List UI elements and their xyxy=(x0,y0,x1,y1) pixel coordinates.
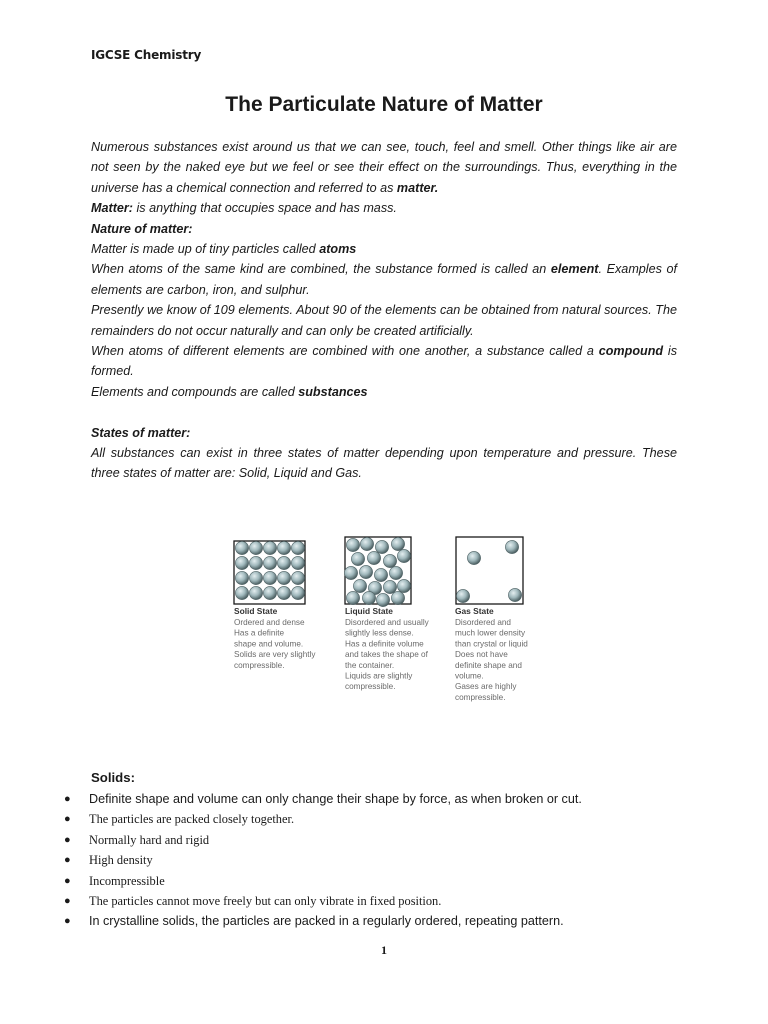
solid-particle xyxy=(235,556,248,569)
solid-particle xyxy=(277,541,290,554)
caption-line: and takes the shape of xyxy=(345,650,428,660)
intro-paragraph: Numerous substances exist around us that we can see, touch, feel and smell. Other things like air are not seen by the naked eye but we feel or see their effect on the surroundings. Thus, everything in the universe has a chemical connection and referred to as matter. xyxy=(91,140,677,195)
solid-particle xyxy=(277,571,290,584)
caption-line: Ordered and dense xyxy=(234,618,305,627)
liquid-particle xyxy=(346,538,359,551)
solid-particle xyxy=(291,541,304,554)
list-item: ● Normally hard and rigid xyxy=(64,830,704,850)
solid-particle xyxy=(263,541,276,554)
caption-line: Disordered and xyxy=(455,618,511,627)
states-of-matter-figure xyxy=(230,532,538,714)
states-text: All substances can exist in three states of matter depending upon temperature and pressure. These three states of matter are: Solid, Liquid and Gas. xyxy=(91,446,677,481)
matter-definition: Matter: is anything that occupies space and has mass. xyxy=(91,201,397,216)
solid-particle xyxy=(291,571,304,584)
solids-heading: Solids: xyxy=(91,770,135,785)
bullet-icon: ● xyxy=(64,894,71,907)
caption-line: than crystal or liquid xyxy=(455,639,528,649)
solid-particle xyxy=(249,556,262,569)
caption-line: definite shape and xyxy=(455,660,522,670)
caption-line: Has a definite xyxy=(234,628,285,638)
solid-particle xyxy=(249,586,262,599)
caption-line: Does not have xyxy=(455,650,508,660)
caption-line: Solids are very slightly xyxy=(234,650,316,660)
substances-line: Elements and compounds are called substances xyxy=(91,384,368,399)
liquid-particle xyxy=(346,591,359,604)
caption-line: compressible. xyxy=(455,692,506,702)
solid-particle xyxy=(263,556,276,569)
caption-line: volume. xyxy=(455,671,484,681)
solid-particle xyxy=(249,571,262,584)
gas-particle xyxy=(456,589,469,602)
liquid-particle xyxy=(359,565,372,578)
liquid-particle xyxy=(374,568,387,581)
bullet-icon: ● xyxy=(64,874,71,887)
liquid-particle xyxy=(360,537,373,550)
list-item: ● The particles are packed closely together. xyxy=(64,809,704,829)
caption-line: slightly less dense. xyxy=(345,628,414,638)
bullet-icon: ● xyxy=(64,793,71,805)
liquid-particle xyxy=(397,549,410,562)
body-text xyxy=(91,137,677,484)
caption-line: Gases are highly xyxy=(455,682,517,692)
liquid-particle xyxy=(367,551,380,564)
elements-count: Presently we know of 109 elements. About 90 of the elements can be obtained from natural sources. The remainders do not occur naturally and can only be created artificially. xyxy=(91,303,677,338)
list-item: ● In crystalline solids, the particles are packed in a regularly ordered, repeating pattern. xyxy=(64,911,704,931)
nature-heading: Nature of matter: xyxy=(91,221,193,236)
liquid-particle xyxy=(376,593,389,606)
liquid-particle xyxy=(383,580,396,593)
solid-particle xyxy=(291,586,304,599)
caption-line: compressible. xyxy=(234,660,285,670)
solid-particle xyxy=(263,586,276,599)
spacer xyxy=(91,402,677,422)
bullet-icon: ● xyxy=(64,915,71,928)
states-diagram xyxy=(230,532,538,714)
liquid-particle xyxy=(397,579,410,592)
caption-line: Liquids are slightly xyxy=(345,671,413,681)
liquid-particle xyxy=(391,537,404,550)
caption-line: compressible. xyxy=(345,682,396,692)
atoms-line: Matter is made up of tiny particles called atoms xyxy=(91,242,357,257)
liquid-particle xyxy=(344,566,357,579)
solid-particle xyxy=(277,556,290,569)
liquid-particle xyxy=(391,591,404,604)
page-number: 1 xyxy=(381,943,387,957)
states-heading: States of matter: xyxy=(91,425,191,440)
solid-particle xyxy=(277,586,290,599)
solid-particle xyxy=(249,541,262,554)
list-item: ● The particles cannot move freely but can only vibrate in fixed position. xyxy=(64,891,704,911)
caption-line: the container. xyxy=(345,660,395,670)
gas-particle xyxy=(508,588,521,601)
solid-particle xyxy=(263,571,276,584)
liquid-particle xyxy=(351,552,364,565)
list-item: ● High density xyxy=(64,850,704,870)
liquid-particle xyxy=(362,591,375,604)
compound-line: When atoms of different elements are combined with one another, a substance called a compound is formed. xyxy=(91,344,678,379)
list-item: ● Definite shape and volume can only change their shape by force, as when broken or cut. xyxy=(64,789,704,809)
gas-particle xyxy=(505,540,518,553)
solid-particle xyxy=(235,586,248,599)
gas-caption-title: Gas State xyxy=(455,606,494,616)
solid-particle xyxy=(291,556,304,569)
caption-line: Disordered and usually xyxy=(345,618,429,627)
gas-particle xyxy=(467,551,480,564)
element-line: When atoms of the same kind are combined, the substance formed is called an element. Examples of elements are carbon, iron, and sulphur. xyxy=(91,262,678,297)
bullet-icon: ● xyxy=(64,833,71,846)
caption-line: shape and volume. xyxy=(234,639,304,649)
bullet-icon: ● xyxy=(64,854,71,867)
solids-list xyxy=(64,789,704,932)
solid-caption-title: Solid State xyxy=(234,606,278,616)
liquid-particle xyxy=(353,579,366,592)
caption-line: Has a definite volume xyxy=(345,639,424,649)
solid-particle xyxy=(235,571,248,584)
solid-particle xyxy=(235,541,248,554)
list-item: ● Incompressible xyxy=(64,871,704,891)
liquid-particle xyxy=(375,540,388,553)
bullet-icon: ● xyxy=(64,813,71,826)
caption-line: much lower density xyxy=(455,628,526,638)
running-header: IGCSE Chemistry xyxy=(91,48,202,62)
liquid-particle xyxy=(383,554,396,567)
page-title: The Particulate Nature of Matter xyxy=(225,93,543,116)
liquid-particle xyxy=(389,566,402,579)
liquid-caption-title: Liquid State xyxy=(345,606,393,616)
